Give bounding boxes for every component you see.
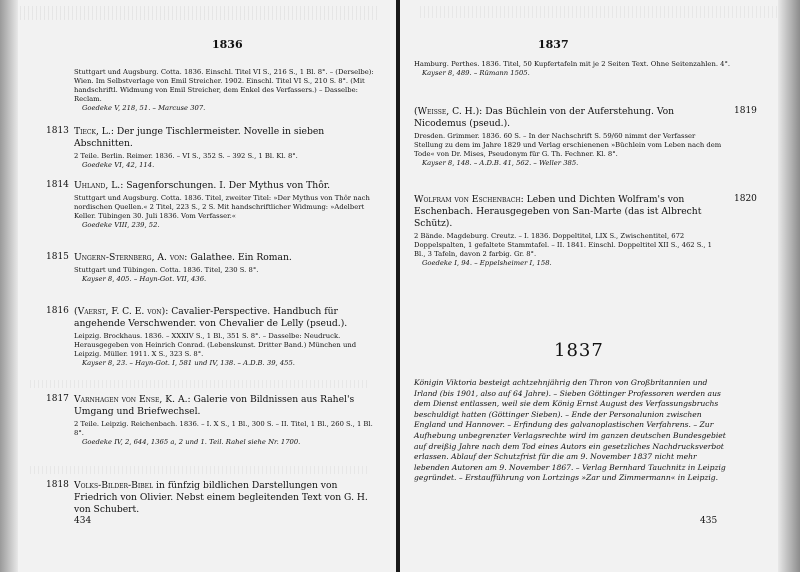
entry-number: 1820: [734, 194, 757, 204]
entry-reference: Goedeke VIII, 239, 52.: [82, 221, 160, 229]
entry-publication: Leipzig. Brockhaus. 1836. – XXXIV S., 1 Bl., 351 S. 8°. – Dasselbe: Neudruck. Herausgegeben von Heinrich Conrad. (Lebenskunst. Dritter Band.) München und Leipzig. Müller. 1911. X S., 323 S. 8°.: [74, 332, 357, 358]
entry-title-line: [74, 252, 378, 264]
entry-title-line: [74, 306, 378, 330]
entry-number: 1813: [46, 126, 69, 136]
entry-reference: Kayser 8, 148. – A.D.B. 41, 562. – Weller 385.: [422, 159, 579, 167]
entry-reference: Goedeke V, 218, 51. – Marcuse 307.: [82, 104, 206, 112]
entry-publication: Stuttgart und Augsburg. Cotta. 1836. Titel, zweiter Titel: »Der Mythus von Thôr nach nordischen Quellen.« 2 Titel, 223 S., 2 S. Mit handschriftlicher Widmung: »Adelbert Keller. Tübingen 30. Juli 1836. Vom Verfasser.«: [74, 194, 370, 220]
entry-number: 1814: [46, 180, 69, 190]
catalog-entry: [46, 480, 378, 516]
catalog-entry: [46, 180, 378, 230]
entry-publication: Stuttgart und Augsburg. Cotta. 1836. Einschl. Titel VI S., 216 S., 1 Bl. 8°. – (Derselbe): Wien. Im Selbstverlage von Emil Streicher. 1902. Einschl. Titel VI S., 210 S. 8°. (Mit handschriftl. Widmung von Emil Streicher, dem Enkel des Verfassers.) – Dasselbe: Reclam.: [74, 68, 374, 103]
entry-reference: Kayser 8, 405. – Hayn-Got. VII, 436.: [82, 275, 207, 283]
left-page: [0, 0, 398, 572]
scan-noise: [30, 466, 370, 474]
entry-publication: Dresden. Grimmer. 1836. 60 S. – In der Nachschrift S. 59/60 nimmt der Verfasser Stellung zu dem im Jahre 1829 und Verlag erschienenen »Büchlein vom Leben nach dem Tode« von Dr. Mises, Pseudonym für G. Th. Fechner. Kl. 8°.: [414, 132, 722, 158]
entry-title: Sagenforschungen. I. Der Mythus von Thôr.: [126, 180, 331, 191]
entry-number: 1818: [46, 480, 69, 490]
entry-publication: Hamburg. Perthes. 1836. Titel, 50 Kupfertafeln mit je 2 Seiten Text. Ohne Seitenzahlen. 4°.: [414, 60, 731, 68]
page-header-year: 1837: [538, 38, 569, 51]
entry-author: Wolfram von Eschenbach:: [414, 194, 524, 205]
entry-title-line: [74, 126, 378, 150]
entry-title: Galathee. Ein Roman.: [190, 252, 292, 263]
entry-number: 1816: [46, 306, 69, 316]
scan-noise: [20, 6, 380, 20]
entry-title: Das Büchlein von der Auferstehung. Von Nicodemus (pseud.).: [414, 106, 675, 129]
page-edge-shadow: [0, 0, 18, 572]
entry-title-line: [414, 106, 724, 130]
entry-author: Uhland, L.:: [74, 180, 124, 191]
entry-author: Ungern-Sternberg, A. von:: [74, 252, 188, 263]
scan-noise: [30, 380, 370, 388]
entry-author: Volks-Bilder-Bibel: [74, 480, 154, 491]
scan-noise: [420, 6, 780, 18]
entry-author: (Vaerst, F. C. E. von):: [74, 306, 169, 317]
entry-author: Varnhagen von Ense, K. A.:: [74, 394, 191, 405]
entry-title: in fünfzig bildlichen Darstellungen von Friedrich von Olivier. Nebst einem begleitenden Text von G. H. von Schubert.: [74, 480, 368, 515]
entry-title: Cavalier-Perspective. Handbuch für angehende Verschwender. von Chevalier de Lelly (pseud.).: [74, 306, 348, 329]
entry-title-line: [74, 180, 378, 192]
year-intro-paragraph: Königin Viktoria besteigt achtzehnjährig den Thron von Großbritannien und Irland (bis 1901, also auf 64 Jahre). – Sieben Göttinger Professoren werden aus dem Dienst entlassen, weil sie dem König Ernst August des Verfassungsbruchs beschuldigt hatten (Göttinger Sieben). – Ende der Personalunion zwischen England und Hannover. – Erfindung des galvanoplastischen Verfahrens. – Zur Aufhebung unbegrenzter Verlagsrechte wird im ganzen deutschen Bundesgebiet auf dreißig Jahre nach dem Tod eines Autors ein gesetzliches Nachdrucksverbot erlassen. Ablauf der Schutzfrist für die am 9. November 1837 nicht mehr lebenden Autoren am 9. November 1867. – Verlag Bernhard Tauchnitz in Leipzig gegründet. – Erstaufführung von Lortzings »Zar und Zimmermann« in Leipzig.: [414, 378, 726, 483]
entry-number: 1817: [46, 394, 69, 404]
entry-publication: 2 Teile. Berlin. Reimer. 1836. – VI S., 352 S. – 392 S., 1 Bl. Kl. 8°.: [74, 152, 298, 160]
entry-number: 1815: [46, 252, 69, 262]
entry-title: Leben und Dichten Wolfram's von Eschenbach. Herausgegeben von San-Marte (das ist Albrecht Schütz).: [414, 194, 702, 229]
entry-continuation: [46, 66, 378, 113]
entry-publication: 2 Teile. Leipzig. Reichenbach. 1836. – I. X S., 1 Bl., 300 S. – II. Titel, 1 Bl., 260 S., 1 Bl. 8°.: [74, 420, 373, 437]
entry-reference: Goedeke IV, 2, 644, 1365 a, 2 und 1. Teil. Rahel siehe Nr. 1700.: [82, 438, 301, 446]
entry-title-line: [414, 194, 724, 230]
entry-title: Galerie von Bildnissen aus Rahel's Umgang und Briefwechsel.: [74, 394, 355, 417]
page-number: 434: [74, 516, 92, 526]
year-section-heading: 1837: [554, 340, 604, 361]
entry-reference: Kayser 8, 23. – Hayn-Got. I, 581 und IV, 138. – A.D.B. 39, 455.: [82, 359, 295, 367]
catalog-entry: [46, 126, 378, 170]
page-edge-shadow: [778, 0, 800, 572]
entry-reference: Goedeke I, 94. – Eppelsheimer I, 158.: [422, 259, 552, 267]
entry-publication: Stuttgart und Tübingen. Cotta. 1836. Titel, 230 S. 8°.: [74, 266, 259, 274]
entry-author: (Weisse, C. H.):: [414, 106, 483, 117]
entry-reference: Goedeke VI, 42, 114.: [82, 161, 155, 169]
page-header-year: 1836: [212, 38, 243, 51]
entry-number: 1819: [734, 106, 757, 116]
catalog-entry: [414, 194, 724, 268]
catalog-entry: [46, 252, 378, 284]
entry-title-line: [74, 394, 378, 418]
entry-continuation: [414, 58, 744, 78]
catalog-entry: [46, 306, 378, 368]
catalog-entry: [414, 106, 724, 168]
entry-title-line: [74, 480, 378, 516]
entry-author: Tieck, L.:: [74, 126, 114, 137]
right-page: [400, 0, 800, 572]
entry-reference: Kayser 8, 489. – Rümann 1505.: [422, 69, 530, 77]
entry-title: Der junge Tischlermeister. Novelle in sieben Abschnitten.: [74, 126, 325, 149]
page-number: 435: [700, 516, 718, 526]
entry-publication: 2 Bände. Magdeburg. Creutz. – I. 1836. Doppeltitel, LIX S., Zwischentitel, 672 Doppelspalten, 1 gefaltete Stammtafel. – II. 1841. Einschl. Doppeltitel XII S., 462 S., 1 Bl., 3 Tafeln, davon 2 farbig. Gr. 8°.: [414, 232, 712, 258]
catalog-entry: [46, 394, 378, 447]
